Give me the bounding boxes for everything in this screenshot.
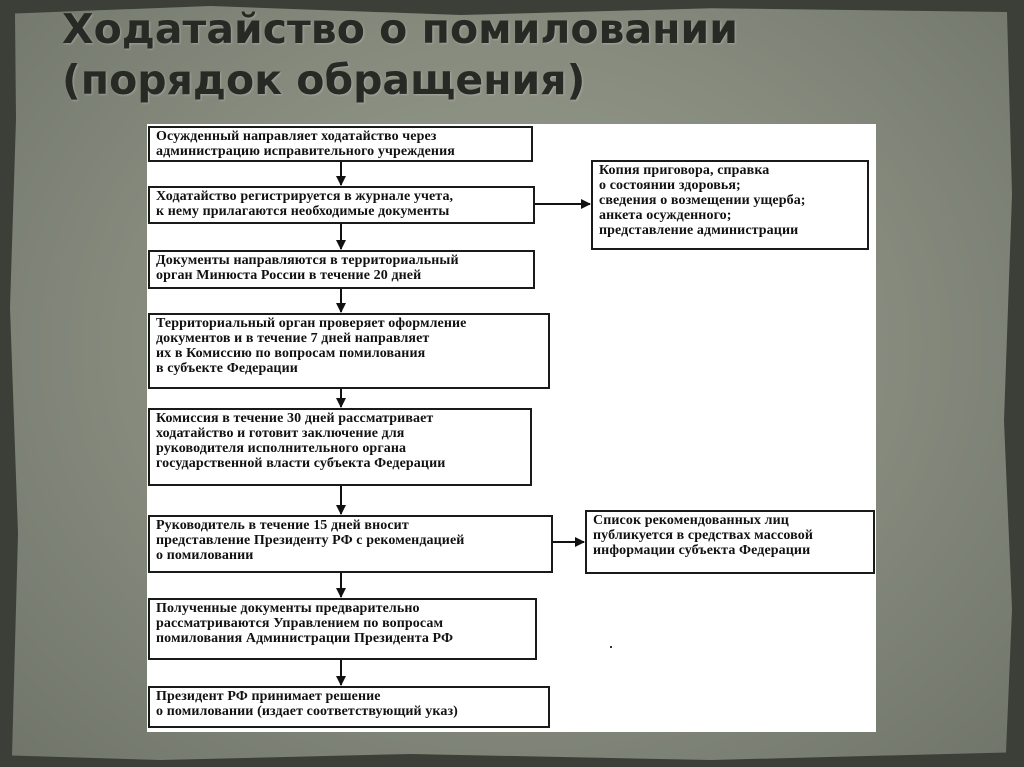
stray-dot [610,646,612,648]
flow-step-2: Ходатайство регистрируется в журнале учета, к нему прилагаются необходимые документы [148,186,535,224]
flow-step-8: Президент РФ принимает решение о помиловании (издает соответствующий указ) [148,686,550,728]
flow-step-1: Осужденный направляет ходатайство через администрацию исправительного учреждения [148,126,533,162]
title-line-1: Ходатайство о помиловании [62,5,738,53]
flow-step-7: Полученные документы предварительно рассматриваются Управлением по вопросам помилования Администрации Президента РФ [148,598,537,660]
side-note-documents: Копия приговора, справка о состоянии здоровья; сведения о возмещении ущерба; анкета осужденного; представление администрации [591,160,869,250]
title-line-2: (порядок обращения) [62,56,586,104]
flowchart-panel [147,124,876,732]
flow-step-6: Руководитель в течение 15 дней вносит представление Президенту РФ с рекомендацией о помиловании [148,515,553,573]
slide-title [62,4,738,106]
side-note-publication: Список рекомендованных лиц публикуется в средствах массовой информации субъекта Федерации [585,510,875,574]
flow-step-3: Документы направляются в территориальный орган Минюста России в течение 20 дней [148,250,535,289]
flow-step-5: Комиссия в течение 30 дней рассматривает ходатайство и готовит заключение для руководителя исполнительного органа государственной власти субъекта Федерации [148,408,532,486]
flow-step-4: Территориальный орган проверяет оформление документов и в течение 7 дней направляет их в Комиссию по вопросам помилования в субъекте Федерации [148,313,550,389]
